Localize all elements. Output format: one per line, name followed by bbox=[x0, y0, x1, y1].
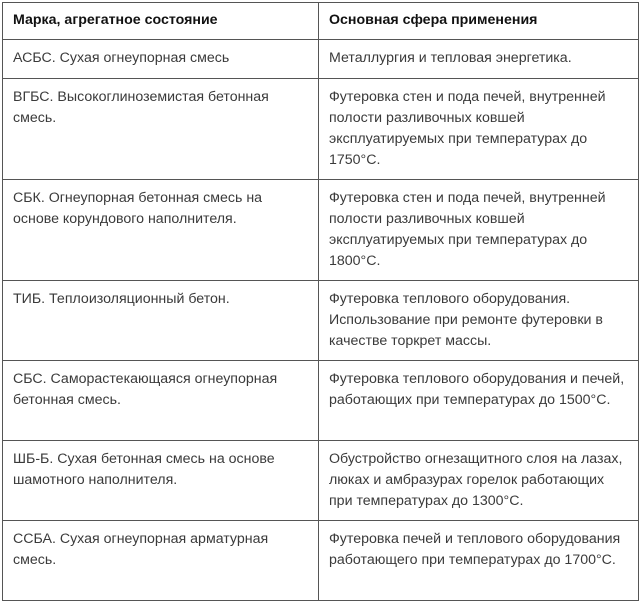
application-cell: Футеровка стен и пода печей, внутренней полости разливочных ковшей эксплуатируемых при температурах до 1750°С. bbox=[319, 79, 639, 180]
table-row bbox=[3, 281, 639, 361]
table-row bbox=[3, 79, 639, 180]
table-row bbox=[3, 40, 639, 79]
table-row bbox=[3, 361, 639, 441]
refractory-grades-table bbox=[2, 2, 639, 601]
application-cell: Футеровка стен и пода печей, внутренней полости разливочных ковшей эксплуатируемых при температурах до 1800°С. bbox=[319, 180, 639, 281]
table-body bbox=[3, 40, 639, 601]
grade-cell: СБС. Саморастекающаяся огнеупорная бетонная смесь. bbox=[3, 361, 319, 441]
table-row bbox=[3, 521, 639, 601]
application-cell: Футеровка печей и теплового оборудования работающего при температурах до 1700°С. bbox=[319, 521, 639, 601]
header-grade: Марка, агрегатное состояние bbox=[3, 3, 319, 40]
grade-cell: ШБ-Б. Сухая бетонная смесь на основе шамотного наполнителя. bbox=[3, 441, 319, 521]
application-cell: Металлургия и тепловая энергетика. bbox=[319, 40, 639, 79]
grade-cell: ССБА. Сухая огнеупорная арматурная смесь. bbox=[3, 521, 319, 601]
header-row bbox=[3, 3, 639, 40]
table-row bbox=[3, 441, 639, 521]
application-cell: Футеровка теплового оборудования и печей, работающих при температурах до 1500°С. bbox=[319, 361, 639, 441]
table-header bbox=[3, 3, 639, 40]
header-application: Основная сфера применения bbox=[319, 3, 639, 40]
grade-cell: АСБС. Сухая огнеупорная смесь bbox=[3, 40, 319, 79]
grade-cell: ВГБС. Высокоглиноземистая бетонная смесь. bbox=[3, 79, 319, 180]
grade-cell: СБК. Огнеупорная бетонная смесь на основе корундового наполнителя. bbox=[3, 180, 319, 281]
table-row bbox=[3, 180, 639, 281]
application-cell: Обустройство огнезащитного слоя на лазах, люках и амбразурах горелок работающих при температурах до 1300°С. bbox=[319, 441, 639, 521]
grade-cell: ТИБ. Теплоизоляционный бетон. bbox=[3, 281, 319, 361]
application-cell: Футеровка теплового оборудования. Использование при ремонте футеровки в качестве торкрет массы. bbox=[319, 281, 639, 361]
